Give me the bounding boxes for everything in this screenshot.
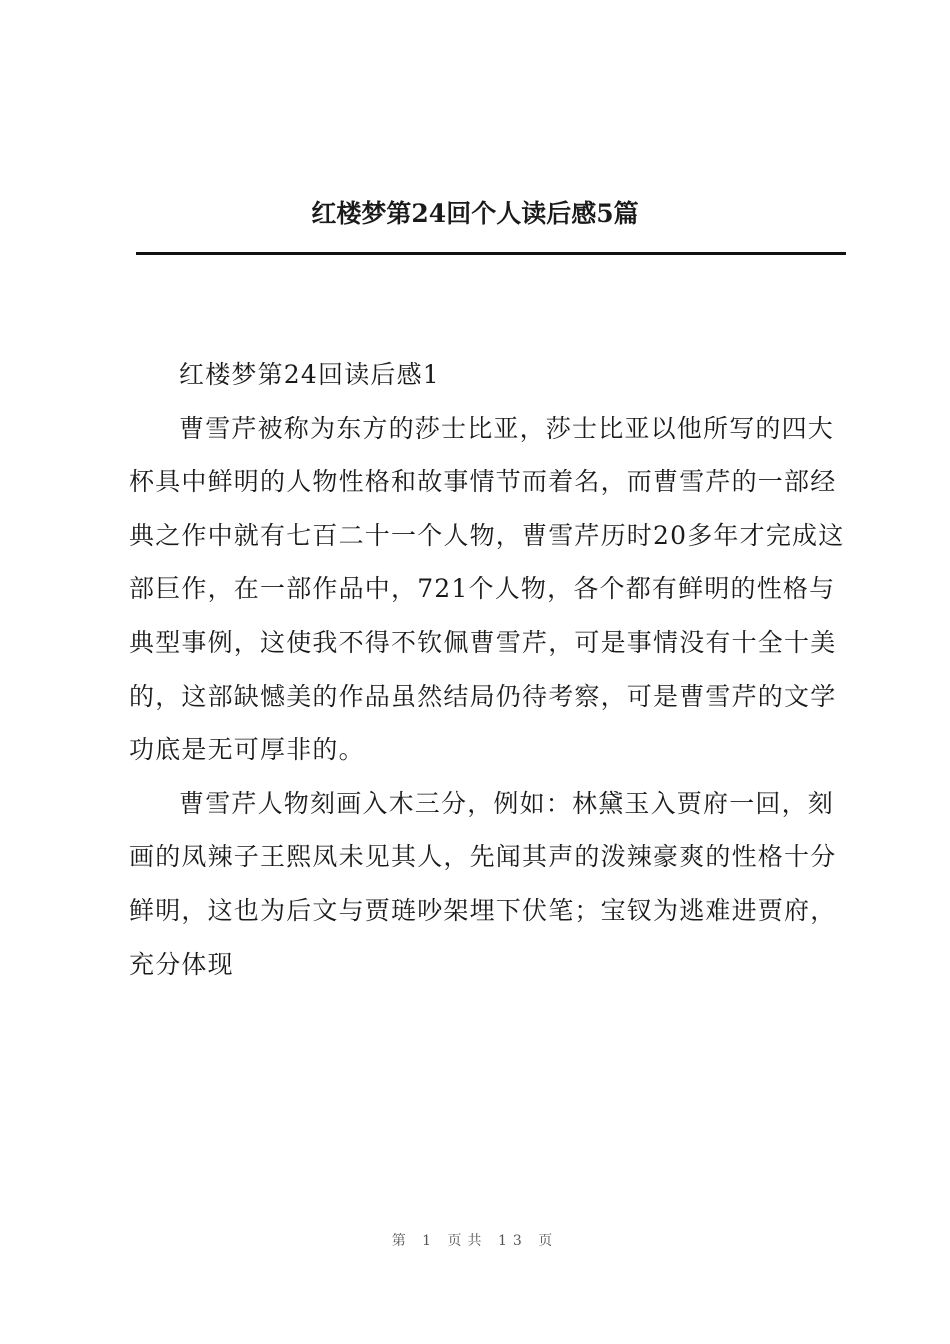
paragraph-1: 曹雪芹被称为东方的莎士比亚，莎士比亚以他所写的四大杯具中鲜明的人物性格和故事情节而着名，而曹雪芹的一部经典之作中就有七百二十一个人物，曹雪芹历时20多年才完成这部巨作，在一部作品中，721个人物，各个都有鲜明的性格与典型事例，这使我不得不钦佩曹雪芹，可是事情没有十全十美的，这部缺憾美的作品虽然结局仍待考察，可是曹雪芹的文学功底是无可厚非的。 xyxy=(129,413,845,765)
title-divider xyxy=(136,252,846,255)
page-number-footer: 第 1 页共 13 页 xyxy=(391,1233,559,1249)
document-title: 红楼梦第24回个人读后感5篇 xyxy=(311,199,639,228)
section-heading: 红楼梦第24回读后感1 xyxy=(179,360,440,389)
paragraph-2: 曹雪芹人物刻画入木三分，例如：林黛玉入贾府一回，刻画的凤辣子王熙凤未见其人，先闻其声的泼辣豪爽的性格十分鲜明，这也为后文与贾琏吵架埋下伏笔；宝钗为逃难进贾府，充分体现 xyxy=(129,788,837,979)
document-body xyxy=(129,348,849,991)
